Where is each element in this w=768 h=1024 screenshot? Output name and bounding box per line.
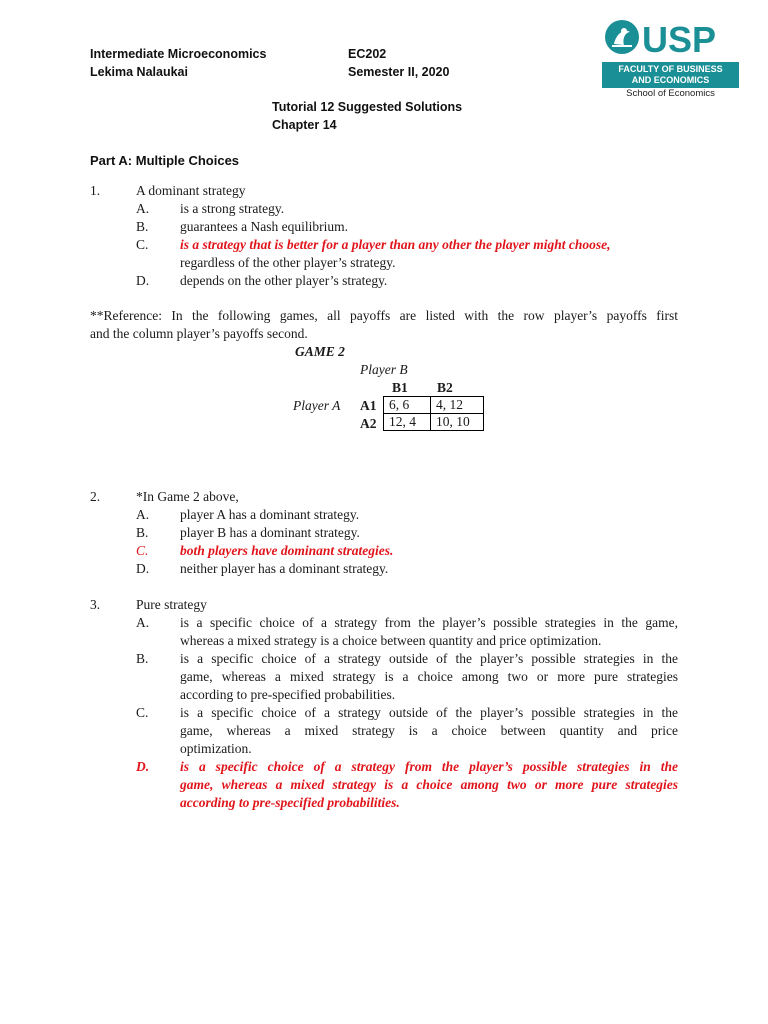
payoff-matrix xyxy=(383,396,484,431)
option-text: player B has a dominant strategy. xyxy=(180,525,360,540)
correct-option-letter: D. xyxy=(136,759,150,774)
column-header-b1: B1 xyxy=(392,380,408,395)
option-text: player A has a dominant strategy. xyxy=(180,507,360,522)
option-letter: D. xyxy=(136,273,150,288)
option-letter: D. xyxy=(136,561,150,576)
option-letter: B. xyxy=(136,651,149,666)
correct-answer-text: both players have dominant strategies. xyxy=(180,543,394,558)
option-text: game, whereas a mixed strategy is a choice between quantity and price xyxy=(180,723,678,738)
section-heading: Part A: Multiple Choices xyxy=(90,153,240,168)
option-letter: C. xyxy=(136,705,149,720)
table-row xyxy=(384,397,484,414)
player-b-label: Player B xyxy=(360,362,408,377)
question-number: 3. xyxy=(90,597,101,612)
option-text: guarantees a Nash equilibrium. xyxy=(180,219,348,234)
payoff-cell: 6, 6 xyxy=(384,397,431,414)
column-header-b2: B2 xyxy=(437,380,453,395)
option-text: is a strong strategy. xyxy=(180,201,285,216)
question-number: 1. xyxy=(90,183,101,198)
course-name: Intermediate Microeconomics xyxy=(90,47,267,61)
row-header-a2: A2 xyxy=(360,416,377,431)
faculty-banner: FACULTY OF BUSINESS AND ECONOMICS xyxy=(602,62,739,88)
reference-line-1: **Reference: In the following games, all payoffs are listed with the row player’s payoffs first xyxy=(90,308,678,323)
correct-answer-text: according to pre-specified probabilities. xyxy=(180,795,400,810)
option-text: optimization. xyxy=(180,741,252,756)
semester: Semester II, 2020 xyxy=(348,65,450,79)
option-text: is a specific choice of a strategy outside of the player’s possible strategies in the xyxy=(180,651,678,666)
correct-answer-text: game, whereas a mixed strategy is a choice among two or more pure strategies xyxy=(180,777,678,792)
lecturer-name: Lekima Nalaukai xyxy=(90,65,188,79)
usp-seal-icon xyxy=(602,18,742,58)
correct-answer-text: is a specific choice of a strategy from the player’s possible strategies in the xyxy=(180,759,678,774)
player-a-label: Player A xyxy=(293,398,341,413)
option-text-continued: regardless of the other player’s strategy. xyxy=(180,255,396,270)
reference-line-2: and the column player’s payoffs second. xyxy=(90,326,308,341)
option-text: game, whereas a mixed strategy is a choice among two or more pure strategies xyxy=(180,669,678,684)
question-stem: A dominant strategy xyxy=(136,183,246,198)
option-letter: A. xyxy=(136,507,150,522)
option-text: whereas a mixed strategy is a choice between quantity and price optimization. xyxy=(180,633,602,648)
option-letter: B. xyxy=(136,525,149,540)
option-text: depends on the other player’s strategy. xyxy=(180,273,388,288)
option-text: is a specific choice of a strategy from the player’s possible strategies in the game, xyxy=(180,615,678,630)
correct-option-letter: C. xyxy=(136,543,149,558)
option-letter: A. xyxy=(136,201,150,216)
table-row xyxy=(384,414,484,431)
option-text: is a specific choice of a strategy outside of the player’s possible strategies in the xyxy=(180,705,678,720)
payoff-cell: 12, 4 xyxy=(384,414,431,431)
option-letter: C. xyxy=(136,237,149,252)
school-name: School of Economics xyxy=(626,88,715,99)
row-header-a1: A1 xyxy=(360,398,377,413)
document-title: Tutorial 12 Suggested Solutions xyxy=(272,100,463,114)
correct-answer-text: is a strategy that is better for a player than any other the player might choose, xyxy=(180,237,611,252)
payoff-cell: 4, 12 xyxy=(431,397,484,414)
course-code: EC202 xyxy=(348,47,387,61)
game-title: GAME 2 xyxy=(295,344,345,359)
option-letter: B. xyxy=(136,219,149,234)
option-letter: A. xyxy=(136,615,150,630)
payoff-cell: 10, 10 xyxy=(431,414,484,431)
question-stem: *In Game 2 above, xyxy=(136,489,239,504)
svg-text:USP: USP xyxy=(642,19,717,58)
option-text: neither player has a dominant strategy. xyxy=(180,561,389,576)
chapter-label: Chapter 14 xyxy=(272,118,337,132)
option-text: according to pre-specified probabilities. xyxy=(180,687,396,702)
question-stem: Pure strategy xyxy=(136,597,207,612)
question-number: 2. xyxy=(90,489,101,504)
